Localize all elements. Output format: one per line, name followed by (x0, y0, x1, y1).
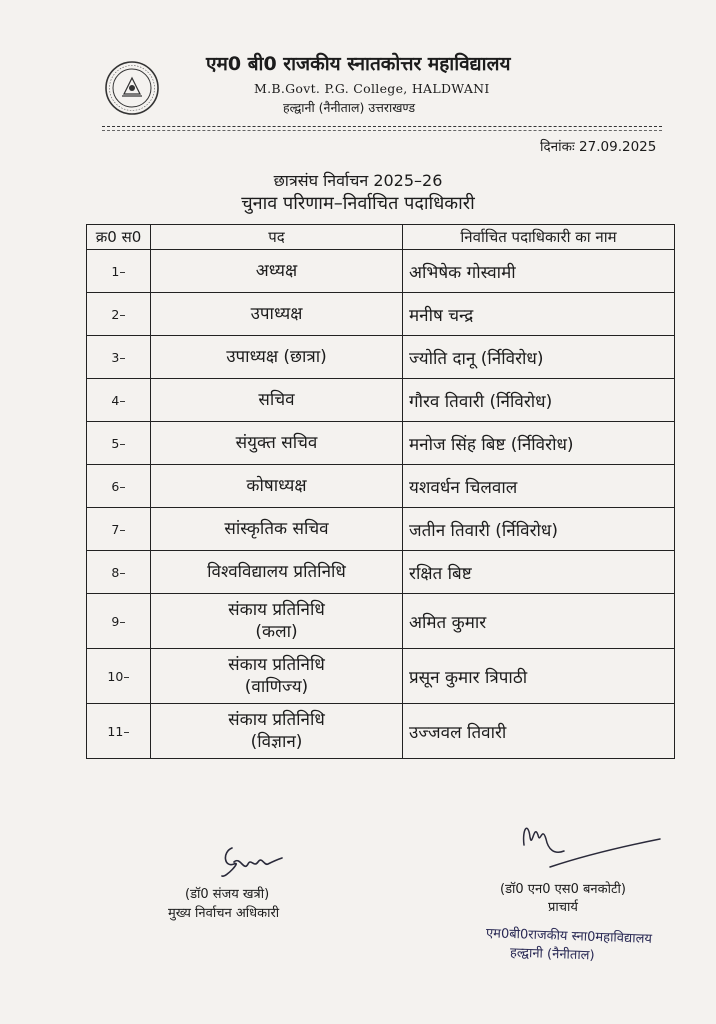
post-cell (151, 704, 403, 759)
officer-name-cell: अमित कुमार (403, 594, 675, 649)
post-cell (151, 508, 403, 551)
serial-cell: 11– (87, 704, 151, 759)
table-row (87, 465, 675, 508)
post-cell (151, 250, 403, 293)
post-label: संकाय प्रतिनिधि (228, 654, 325, 675)
serial-cell: 7– (87, 508, 151, 551)
post-label: उपाध्यक्ष (छात्रा) (226, 346, 327, 367)
serial-cell: 4– (87, 379, 151, 422)
results-table (86, 224, 675, 759)
post-cell (151, 649, 403, 704)
official-stamp-line2: हल्द्वानी (नैनीताल) (509, 945, 595, 964)
post-label: संकाय प्रतिनिधि (228, 709, 325, 730)
post-cell (151, 551, 403, 594)
officer-name-cell: मनीष चन्द्र (403, 293, 675, 336)
post-label: कोषाध्यक्ष (246, 475, 307, 496)
officer-name-cell: यशवर्धन चिलवाल (403, 465, 675, 508)
post-label: सांस्कृतिक सचिव (224, 518, 329, 539)
serial-cell: 6– (87, 465, 151, 508)
officer-name-cell: उज्जवल तिवारी (403, 704, 675, 759)
officer-name-cell: जतीन तिवारी (र्निविरोध) (403, 508, 675, 551)
serial-cell: 1– (87, 250, 151, 293)
officer-name-cell: रक्षित बिष्ट (403, 551, 675, 594)
table-row (87, 336, 675, 379)
header-post: पद (151, 225, 403, 250)
post-label: सचिव (258, 389, 295, 410)
principal-name: (डॉ0 एन0 एस0 बनकोटी) (500, 882, 626, 897)
serial-cell: 3– (87, 336, 151, 379)
official-stamp-line1: एम0बी0राजकीय स्ना0महाविद्यालय (485, 926, 653, 947)
officer-name-cell: अभिषेक गोस्वामी (403, 250, 675, 293)
header-divider-secondary (102, 130, 662, 131)
document-title: छात्रसंघ निर्वाचन 2025–26 (273, 171, 443, 190)
principal-designation: प्राचार्य (548, 900, 578, 915)
post-cell (151, 465, 403, 508)
officer-name-cell: मनोज सिंह बिष्ट (र्निविरोध) (403, 422, 675, 465)
table-row (87, 250, 675, 293)
table-row (87, 551, 675, 594)
serial-cell: 5– (87, 422, 151, 465)
college-name-english: M.B.Govt. P.G. College, HALDWANI (254, 81, 490, 96)
college-name-hindi: एम0 बी0 राजकीय स्नातकोत्तर महाविद्यालय (206, 53, 511, 75)
post-faculty-label: (विज्ञान) (250, 732, 303, 752)
officer-name-cell: ज्योति दानू (र्निविरोध) (403, 336, 675, 379)
table-row (87, 293, 675, 336)
officer-name-cell: प्रसून कुमार त्रिपाठी (403, 649, 675, 704)
serial-cell: 2– (87, 293, 151, 336)
post-cell (151, 379, 403, 422)
post-cell (151, 422, 403, 465)
header-serial: क्र0 स0 (87, 225, 151, 250)
date-line (540, 137, 656, 155)
post-label: विश्वविद्यालय प्रतिनिधि (207, 561, 346, 582)
table-row (87, 508, 675, 551)
serial-cell: 9– (87, 594, 151, 649)
table-row (87, 422, 675, 465)
table-row (87, 594, 675, 649)
chief-election-officer-designation: मुख्य निर्वाचन अधिकारी (168, 906, 280, 921)
date-label: दिनांकः (540, 139, 575, 155)
header-name: निर्वाचित पदाधिकारी का नाम (403, 225, 675, 250)
officer-name-cell: गौरव तिवारी (र्निविरोध) (403, 379, 675, 422)
table-row (87, 379, 675, 422)
chief-election-officer-name: (डॉ0 संजय खत्री) (185, 887, 270, 902)
college-seal-icon (104, 60, 160, 116)
table-header-row (87, 225, 675, 250)
post-cell (151, 336, 403, 379)
table-row (87, 704, 675, 759)
serial-cell: 8– (87, 551, 151, 594)
post-faculty-label: (कला) (255, 622, 298, 642)
handwritten-signature-icon (218, 842, 288, 882)
post-cell (151, 594, 403, 649)
serial-cell: 10– (87, 649, 151, 704)
header-divider (102, 126, 662, 127)
post-label: उपाध्यक्ष (250, 303, 303, 324)
post-cell (151, 293, 403, 336)
post-label: अध्यक्ष (255, 260, 298, 281)
post-label: संकाय प्रतिनिधि (228, 599, 325, 620)
table-row (87, 649, 675, 704)
handwritten-signature-icon (510, 815, 670, 885)
document-subtitle: चुनाव परिणाम–निर्वाचित पदाधिकारी (241, 193, 475, 214)
post-label: संयुक्त सचिव (235, 432, 318, 453)
date-value: 27.09.2025 (579, 139, 657, 155)
college-location: हल्द्वानी (नैनीताल) उत्तराखण्ड (283, 100, 416, 115)
post-faculty-label: (वाणिज्य) (244, 677, 309, 697)
